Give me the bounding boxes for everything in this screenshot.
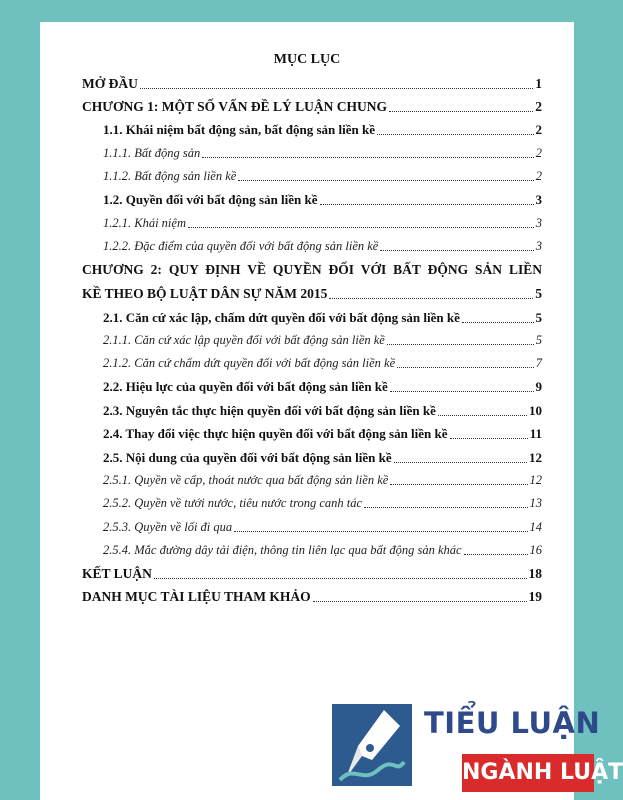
toc-entry-page: 3 [535,192,542,207]
brand-logo [332,704,623,800]
toc-entry-2-5-2[interactable] [103,496,542,511]
toc-entry-label: 2.1.1. Căn cứ xác lập quyền đối với bất động sản liền kề [103,333,385,347]
toc-entry-2-1[interactable] [103,310,542,326]
dot-leader [188,227,534,228]
toc-entry-tai-lieu[interactable] [82,589,542,605]
toc-entry-label: DANH MỤC TÀI LIỆU THAM KHẢO [82,589,311,604]
toc-entry-page: 14 [529,520,542,534]
dot-leader [462,322,534,323]
toc-entry-1-1[interactable] [103,122,542,138]
toc-entry-page: 10 [529,403,542,418]
toc-entry-2-3[interactable] [103,403,542,419]
toc-entry-page: 5 [535,333,542,347]
dot-leader [329,298,533,299]
toc-entry-page: 5 [535,286,542,301]
toc-entry-page: 13 [529,496,542,510]
toc-entry-page: 2 [535,146,542,160]
toc-entry-ket-luan[interactable] [82,566,542,582]
toc-entry-page: 7 [535,356,542,370]
dot-leader [238,180,533,181]
toc-entry-label: 1.2.1. Khái niệm [103,216,186,230]
dot-leader [394,462,527,463]
dot-leader [390,391,534,392]
toc-entry-label: 2.1.2. Căn cứ chấm dứt quyền đối với bất động sản liền kề [103,356,396,370]
toc-entry-label: 2.3. Nguyên tắc thực hiện quyền đối với bất động sản liền kề [103,403,436,418]
toc-entry-2-1-2[interactable] [103,356,542,371]
logo-text-nganh-luat: NGÀNH LUẬT [462,754,594,792]
toc-entry-page: 3 [535,239,542,253]
toc-entry-label: CHƯƠNG 1: MỘT SỐ VẤN ĐỀ LÝ LUẬN CHUNG [82,99,388,114]
toc-entry-label: 2.5.2. Quyền về tưới nước, tiêu nước trong canh tác [103,496,363,510]
toc-entry-label: 2.5.1. Quyền về cấp, thoát nước qua bất động sản liền kề [103,473,389,487]
pen-nib-icon [332,704,412,786]
dot-leader [320,204,534,205]
toc-entry-page: 9 [535,379,542,394]
toc-entry-1-2[interactable] [103,192,542,208]
toc-entry-1-1-2[interactable] [103,169,542,184]
toc-entry-mo-dau[interactable] [82,76,542,92]
toc-entry-label: 1.1.1. Bất động sản [103,146,201,160]
toc-title: MỤC LỤC [273,52,341,67]
toc-entry-label: 2.5. Nội dung của quyền đối với bất động sản liền kề [103,450,392,465]
dot-leader [202,157,534,158]
toc-entry-page: 3 [535,216,542,230]
toc-entry-2-1-1[interactable] [103,333,542,348]
toc-entry-2-5-1[interactable] [103,473,542,488]
toc-entry-label: KẾT LUẬN [82,566,152,581]
toc-entry-label: 2.2. Hiệu lực của quyền đối với bất động sản liền kề [103,379,388,394]
toc-entry-page: 19 [528,589,542,604]
toc-entry-1-1-1[interactable] [103,146,542,161]
toc-entry-page: 1 [535,76,542,91]
dot-leader [397,367,534,368]
dot-leader [450,438,528,439]
toc-entry-label: 2.5.4. Mắc đường dây tải điện, thông tin liên lạc qua bất động sản khác [103,543,462,557]
toc-entry-page: 2 [535,99,542,114]
toc-entry-label: MỞ ĐẦU [82,76,138,91]
toc-entry-chuong-1[interactable] [82,99,542,115]
dot-leader [389,111,533,112]
dot-leader [140,88,533,89]
dot-leader [377,134,534,135]
toc-entry-chuong-2-line1[interactable]: CHƯƠNG 2: QUY ĐỊNH VỀ QUYỀN ĐỐI VỚI BẤT ĐỘNG SẢN LIỀN [82,262,542,277]
toc-entry-label: KỀ THEO BỘ LUẬT DÂN SỰ NĂM 2015 [82,286,328,301]
dot-leader [387,344,534,345]
dot-leader [313,601,527,602]
toc-entry-label: 1.2. Quyền đối với bất động sản liền kề [103,192,318,207]
toc-entry-1-2-2[interactable] [103,239,542,254]
dot-leader [380,250,533,251]
dot-leader [390,484,527,485]
dot-leader [234,531,527,532]
toc-entry-page: 11 [529,426,542,441]
toc-entry-page: 18 [528,566,542,581]
toc-entry-label: 2.5.3. Quyền về lối đi qua [103,520,233,534]
toc-entry-chuong-2[interactable] [82,286,542,302]
dot-leader [438,415,527,416]
toc-entry-label: 1.1. Khái niệm bất động sản, bất động sản liền kề [103,122,375,137]
toc-entry-page: 12 [529,450,542,465]
toc-entry-label: 2.1. Căn cứ xác lập, chấm dứt quyền đối với bất động sản liền kề [103,310,460,325]
toc-entry-label: 2.4. Thay đổi việc thực hiện quyền đối với bất động sản liền kề [103,426,448,441]
toc-entry-page: 2 [535,169,542,183]
toc-entry-2-4[interactable] [103,426,542,442]
dot-leader [364,507,527,508]
toc-entry-1-2-1[interactable] [103,216,542,231]
toc-entry-2-2[interactable] [103,379,542,395]
dot-leader [464,554,528,555]
dot-leader [154,578,527,579]
toc-entry-page: 12 [529,473,542,487]
toc-entry-2-5-3[interactable] [103,520,542,535]
toc-entry-page: 16 [529,543,542,557]
toc-entry-page: 2 [535,122,542,137]
toc-entry-2-5[interactable] [103,450,542,466]
toc-entry-2-5-4[interactable] [103,543,542,558]
logo-text-tieu-luan: TIỂU LUẬN [424,706,601,740]
toc-entry-page: 5 [535,310,542,325]
document-page [40,22,574,800]
toc-entry-label: 1.2.2. Đặc điểm của quyền đối với bất động sản liền kề [103,239,379,253]
toc-entry-label: 1.1.2. Bất động sản liền kề [103,169,237,183]
